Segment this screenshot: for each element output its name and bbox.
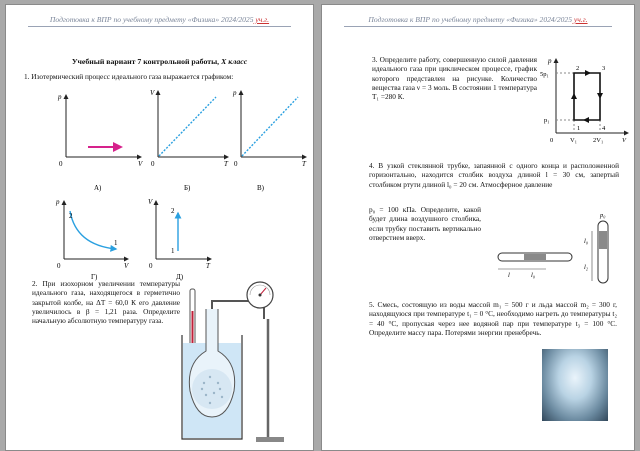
svg-text:T: T <box>206 262 210 270</box>
svg-text:p₁: p₁ <box>544 117 550 124</box>
question-2-text: 2. При изохорном увеличении температуры идеального газа, находящегося в герметично закрытой колбе, на ΔT = 60,0 К его давление увеличилось в β = 1,21 раза. Определите начальную абсолютную температуру газа. <box>32 279 180 326</box>
svg-text:Д): Д) <box>176 273 184 281</box>
question-5-text: 5. Смесь, состоящую из воды массой m₁ = 500 г и льда массой m₂ = 300 г, находящуюся при температуре t₁ = 0 °С, необходимо нагреть до температуры t₂ = 40 °С, пропуская через нее водяной пар при температуре t₃ = 100 °С. Определите массу пара. Потерями энергии пренебречь. <box>369 300 617 337</box>
svg-text:4: 4 <box>602 125 606 132</box>
svg-text:l₀: l₀ <box>584 238 589 245</box>
svg-text:p: p <box>233 89 237 97</box>
page-header-right: Подготовка к ВПР по учебному предмету «Физика» 2024/2025 уч.г. <box>322 15 634 24</box>
svg-text:V: V <box>622 137 626 144</box>
svg-text:V: V <box>124 262 129 270</box>
question-4-text: 4. В узкой стеклянной трубке, запаянной с одного конца и расположенной горизонтально, находится столбик воздуха длиной l = 30 см, запертый столбиком ртути длиной l₀ = 20 см. Атмосферное давление <box>369 161 619 189</box>
svg-text:0: 0 <box>151 160 155 168</box>
svg-text:l₂: l₂ <box>584 264 589 271</box>
svg-text:p: p <box>548 57 552 65</box>
question-3-text: 3. Определите работу, совершенную силой давления идеального газа при циклическом процессе, график которого представлен на рисунке. Количество вещества газа ν = 3 моль. В состоянии 1 температура T₁ =280 К. <box>372 55 537 102</box>
page-header-left: Подготовка к ВПР по учебному предмету «Физика» 2024/2025 уч.г. <box>6 15 313 24</box>
svg-text:В): В) <box>257 184 264 192</box>
right-page <box>321 4 635 451</box>
graph-d <box>55 198 129 281</box>
svg-text:Г): Г) <box>91 273 98 281</box>
svg-text:2: 2 <box>576 65 580 72</box>
svg-text:0: 0 <box>59 160 63 168</box>
svg-text:3: 3 <box>602 65 606 72</box>
svg-text:0: 0 <box>234 160 238 168</box>
svg-text:А): А) <box>94 184 102 192</box>
cycle-graph <box>540 55 634 145</box>
graph-a <box>57 93 143 168</box>
svg-text:V: V <box>148 198 153 206</box>
svg-text:V: V <box>150 89 155 97</box>
steam-ice-photo <box>542 349 608 421</box>
svg-text:1: 1 <box>171 247 175 255</box>
svg-text:0: 0 <box>550 137 554 144</box>
flask-apparatus-illustration <box>176 271 311 447</box>
svg-text:V: V <box>138 160 143 168</box>
graph-e <box>148 198 211 281</box>
left-page <box>5 4 314 451</box>
question-1-graphs <box>6 83 313 293</box>
svg-text:p: p <box>56 198 60 206</box>
svg-text:l: l <box>508 272 510 279</box>
svg-text:V₁: V₁ <box>570 137 577 144</box>
variant-title: Учебный вариант 7 контрольной работы, Х класс <box>71 57 248 66</box>
svg-text:l₀: l₀ <box>531 272 536 279</box>
svg-text:2: 2 <box>69 212 73 220</box>
svg-text:1: 1 <box>114 239 118 247</box>
svg-text:p: p <box>58 93 62 101</box>
svg-text:2: 2 <box>171 207 175 215</box>
svg-text:2V₁: 2V₁ <box>593 137 604 144</box>
svg-text:1: 1 <box>577 125 581 132</box>
graph-b <box>150 89 229 168</box>
svg-text:T: T <box>224 160 228 168</box>
graph-c <box>232 89 307 168</box>
svg-text:T: T <box>302 160 306 168</box>
question-1-text: 1. Изотермический процесс идеального газа выражается графиком: <box>24 72 234 81</box>
tube-diagram <box>490 205 632 285</box>
svg-text:0: 0 <box>149 262 153 270</box>
svg-text:p₀: p₀ <box>600 212 606 219</box>
question-4-text-side: p₀ = 100 кПа. Определите, какой будет длина воздушного столбика, если трубку поставить вертикально отверстием вверх. <box>369 205 481 242</box>
svg-text:5p₁: 5p₁ <box>540 71 549 78</box>
svg-text:Б): Б) <box>184 184 191 192</box>
svg-text:0: 0 <box>57 262 61 270</box>
